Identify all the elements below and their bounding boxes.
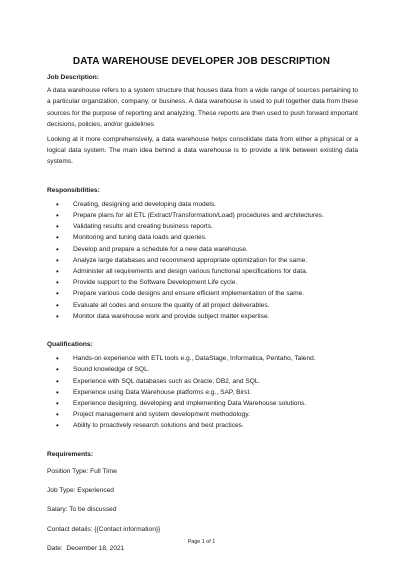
requirement-line-salary: Salary: To be discussed: [47, 506, 117, 514]
list-item: • Administer all requirements and design various functional specifications for data.: [73, 266, 358, 277]
document-body: [47, 72, 358, 554]
requirement-line-contact-details: Contact details: {{Contact information}}: [47, 525, 161, 533]
list-item: • Prepare various code designs and ensure efficient implementation of the same.: [73, 288, 358, 299]
requirement-line-date: Date: December 18, 2021: [47, 544, 125, 552]
list-item: • Develop and prepare a schedule for a new data warehouse.: [73, 244, 358, 255]
list-item: • Experience designing, developing and implementing Data Warehouse solutions.: [73, 398, 358, 409]
document-title: DATA WAREHOUSE DEVELOPER JOB DESCRIPTION: [72, 56, 331, 67]
list-item: • Validating results and creating business reports.: [73, 221, 358, 232]
qualifications-list: [47, 353, 358, 431]
job-description-label: Job Description:: [47, 74, 100, 81]
list-item: • Prepare plans for all ETL (Extract/Transformation/Load) procedures and architectures.: [73, 210, 358, 221]
responsibilities-label: Responsibilities:: [47, 186, 100, 194]
list-item: • Evaluate all codes and ensure the quality of all project deliverables.: [73, 300, 358, 311]
list-item: • Hands-on experience with ETL tools e.g., DataStage, Informatica, Pentaho, Talend.: [73, 353, 358, 364]
qualifications-label: Qualifications:: [47, 341, 93, 349]
list-item: • Experience with SQL databases such as Oracle, DB2, and SQL.: [73, 376, 358, 387]
list-item: • Sound knowledge of SQL.: [73, 364, 358, 375]
list-item: • Project management and system development methodology.: [73, 409, 358, 420]
list-item: • Provide support to the Software Development Life cycle.: [73, 277, 358, 288]
requirement-line-job-type: Job Type: Experienced: [47, 487, 114, 495]
requirement-line-position-type: Position Type: Full Time: [47, 467, 117, 475]
list-item: • Experience using Data Warehouse platforms e.g., SAP, Birst.: [73, 387, 358, 398]
list-item: • Monitor data warehouse work and provide subject matter expertise.: [73, 311, 358, 322]
job-description-paragraph-2: Looking at it more comprehensively, a data warehouse helps consolidate data from either a physical or a logical data system. The main idea behind a data warehouse is to provide a link between existing data systems.: [47, 136, 358, 166]
list-item: • Monitoring and tuning data loads and queries.: [73, 232, 358, 243]
requirements-label: Requirements:: [47, 450, 94, 458]
list-item: • Creating, designing and developing data models.: [73, 199, 358, 210]
job-description-paragraph-1: A data warehouse refers to a system structure that houses data from a wide range of sources pertaining to a particular organization, company, or business. A data warehouse is used to pull together data from these sources for the purpose of reporting and analyzing. These reports are then used to push forward important decisions, policies, and/or guidelines: [47, 87, 358, 128]
page-number: Page 1 of 1: [187, 539, 216, 545]
responsibilities-list: [47, 199, 358, 322]
list-item: • Analyze large databases and recommend appropriate optimization for the same.: [73, 255, 358, 266]
list-item: • Ability to proactively research solutions and best practices.: [73, 420, 358, 431]
